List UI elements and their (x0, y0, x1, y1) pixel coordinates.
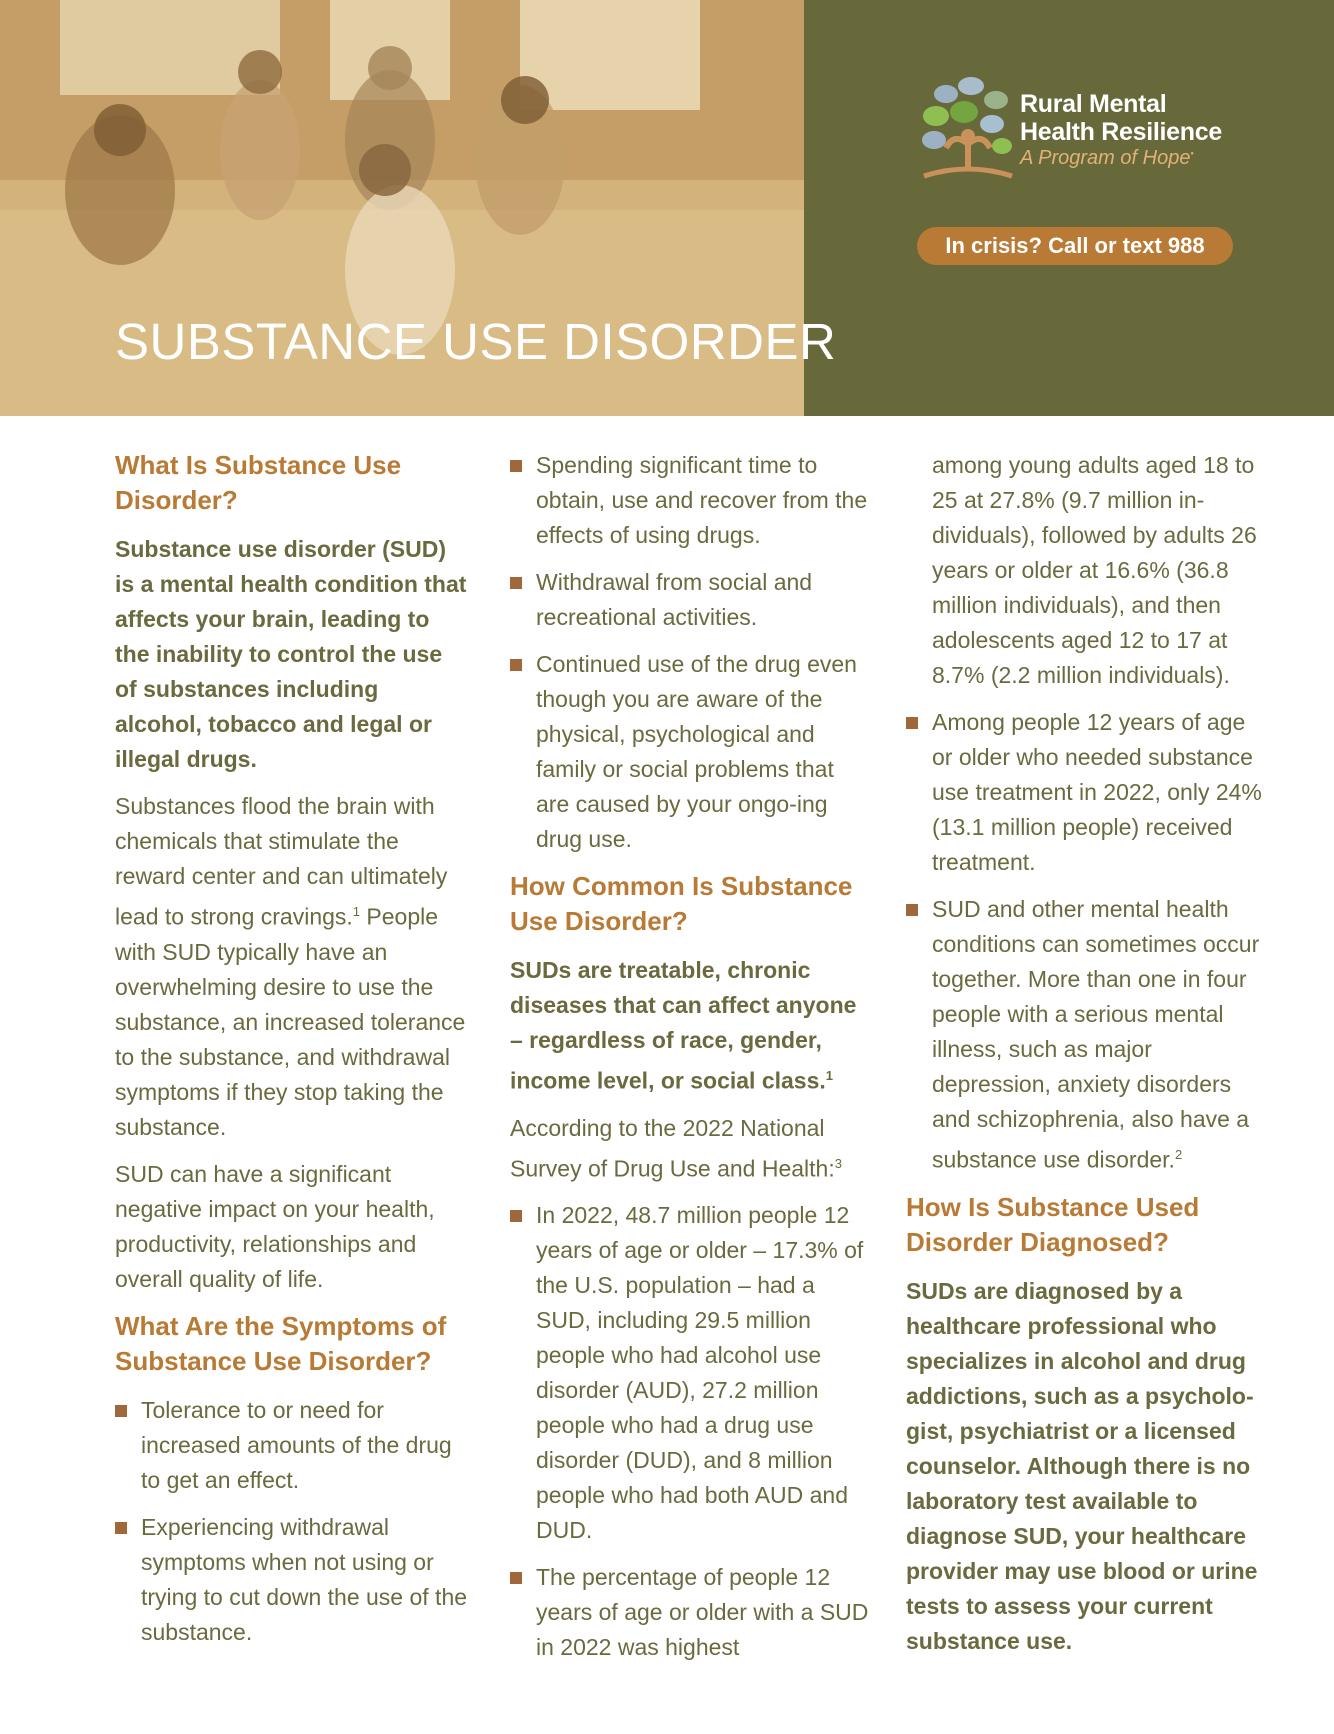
treatable-lead-text: SUDs are treatable, chronic diseases that can affect anyone – regardless of race, gender, income level, or social class. (510, 957, 857, 1094)
footnote-ref: 1 (825, 1068, 834, 1083)
list-item: Tolerance to or need for increased amounts of the drug to get an effect. (115, 1393, 470, 1498)
statistics-list-continued (906, 705, 1266, 1178)
survey-intro (510, 1111, 872, 1187)
list-item: In 2022, 48.7 million people 12 years of age or older – 17.3% of the U.S. population – had a SUD, including 29.5 million people who had alcohol use disorder (AUD), 27.2 million people who had a drug use disorder (DUD), and 8 million people who had both AUD and DUD. (510, 1198, 872, 1548)
page-title: SUBSTANCE USE DISORDER (115, 313, 837, 370)
heading-symptoms: What Are the Symptoms of Substance Use Disorder? (115, 1310, 447, 1376)
heading-how-common: How Common Is Substance Use Disorder? (510, 871, 853, 936)
crisis-call-button[interactable]: In crisis? Call or text 988 (917, 227, 1233, 265)
list-item-continuation: among young adults aged 18 to 25 at 27.8% (9.7 million in-dividuals), followed by adults 26 years or older at 16.6% (36.8 million individuals), and then adolescents aged 12 to 17 at 8.7% (2.2 million individuals). (932, 452, 1257, 688)
paragraph-cravings (115, 789, 470, 1145)
tagline (1020, 147, 1194, 170)
column-3 (906, 448, 1266, 1671)
list-item: Among people 12 years of age or older who needed substance use treatment in 2022, only 24% (13.1 million people) received treatment. (906, 705, 1266, 880)
list-item-text: SUD and other mental health conditions can sometimes occur together. More than one in four people with a serious mental illness, such as major depression, anxiety disorders and schizophrenia, also have a substance use disorder. (932, 896, 1260, 1173)
survey-intro-text: According to the 2022 National Survey of Drug Use and Health: (510, 1114, 835, 1182)
header-banner (0, 0, 1334, 416)
list-item: Spending significant time to obtain, use and recover from the effects of using drugs. (510, 448, 872, 553)
diagnosis-lead: SUDs are diagnosed by a healthcare professional who specializes in alcohol and drug addictions, such as a psycholo-gist, psychiatrist or a licensed counselor. Although there is no laboratory test available to diagnose SUD, your healthcare provider may use blood or urine tests to assess your current substance use. (906, 1277, 1258, 1654)
list-item: The percentage of people 12 years of age or older with a SUD in 2022 was highest (510, 1560, 872, 1665)
treatable-lead (510, 953, 872, 1099)
list-item: Experiencing withdrawal symptoms when not using or trying to cut down the use of the substance. (115, 1510, 470, 1650)
tree-logo-icon (916, 74, 1016, 184)
statistics-list (510, 1198, 872, 1665)
symptoms-list (115, 1393, 470, 1650)
column-1 (115, 448, 470, 1662)
brand-panel (804, 0, 1334, 416)
tagline-mark: • (1190, 148, 1194, 159)
org-name-line2: Health Resilience (1020, 118, 1222, 146)
list-item: Withdrawal from social and recreational activities. (510, 565, 872, 635)
heading-diagnosed: How Is Substance Used Disorder Diagnosed? (906, 1191, 1200, 1257)
paragraph-cravings-a: Substances flood the brain with chemicals that stimulate the reward center and can ultimately lead to strong cravings. (115, 793, 448, 930)
org-name-line1: Rural Mental (1020, 90, 1167, 118)
symptoms-list-continued (510, 448, 872, 857)
paragraph-cravings-b: People with SUD typically have an overwhelming desire to use the substance, an increased tolerance to the substance, and withdrawal symptoms if they stop taking the substance. (115, 903, 466, 1140)
list-item: Continued use of the drug even though you are aware of the physical, psychological and family or social problems that are caused by your ongo-ing drug use. (510, 647, 872, 857)
column-2 (510, 448, 872, 1677)
tagline-text: A Program of Hope (1020, 147, 1191, 169)
definition-lead: Substance use disorder (SUD) is a mental health condition that affects your brain, leading to the inability to control the use of substances including alcohol, tobacco and legal or illegal drugs. (115, 536, 467, 772)
footnote-ref: 2 (1174, 1147, 1183, 1162)
footnote-ref: 3 (834, 1155, 842, 1171)
org-name (1020, 90, 1280, 146)
footnote-ref: 1 (352, 904, 361, 919)
paragraph-impact: SUD can have a significant negative impact on your health, productivity, relationships and overall quality of life. (115, 1160, 435, 1292)
list-item (906, 892, 1266, 1178)
heading-what-is-sud: What Is Substance Use Disorder? (115, 450, 402, 515)
